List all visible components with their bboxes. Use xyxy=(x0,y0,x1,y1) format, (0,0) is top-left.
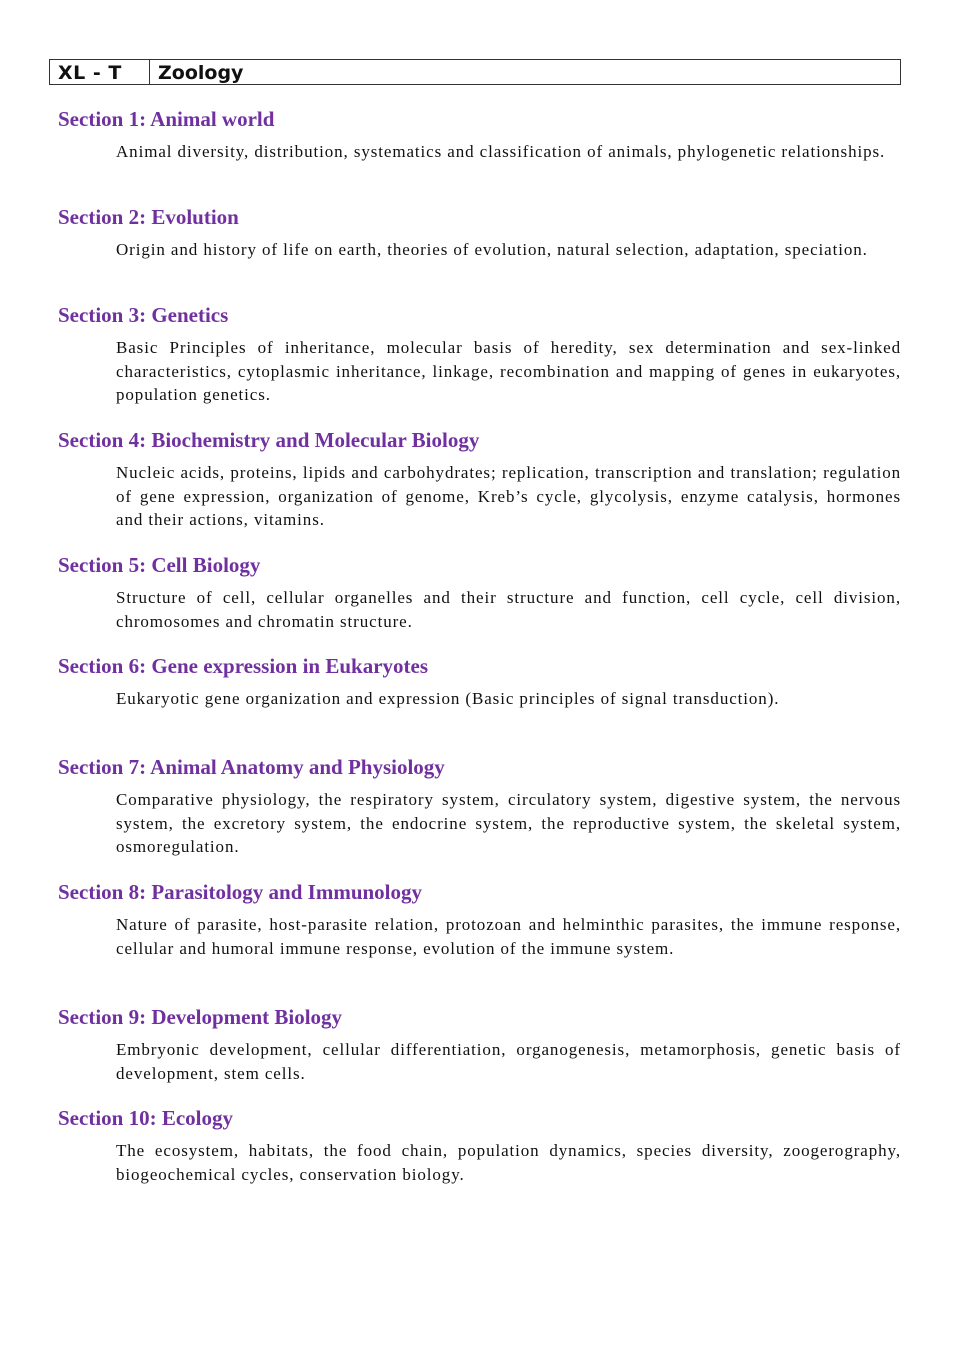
section-title: Section 6: Gene expression in Eukaryotes xyxy=(58,654,429,678)
section-body: Nucleic acids, proteins, lipids and carbohydrates; replication, transcription and translation; regulation of gene expression, organization of genome, Kreb’s cycle, glycolysis, enzyme catalysis, hormones and their actions, vitamins. xyxy=(116,463,901,529)
section-title: Section 1: Animal world xyxy=(58,107,275,131)
section-body: Origin and history of life on earth, theories of evolution, natural selection, adaptation, speciation. xyxy=(116,240,868,259)
section-title: Section 10: Ecology xyxy=(58,1106,233,1130)
paper-header-table xyxy=(49,59,901,85)
section-body: Animal diversity, distribution, systematics and classification of animals, phylogenetic relationships. xyxy=(116,142,886,161)
section-body: Eukaryotic gene organization and expression (Basic principles of signal transduction). xyxy=(116,689,780,708)
section-title: Section 7: Animal Anatomy and Physiology xyxy=(58,755,445,779)
section-body: Comparative physiology, the respiratory system, circulatory system, digestive system, the nervous system, the excretory system, the endocrine system, the reproductive system, the skeletal system, osmoregulation. xyxy=(116,790,901,856)
section-body: Nature of parasite, host-parasite relation, protozoan and helminthic parasites, the immune response, cellular and humoral immune response, evolution of the immune system. xyxy=(116,915,901,958)
section-title: Section 2: Evolution xyxy=(58,205,239,229)
section-title: Section 8: Parasitology and Immunology xyxy=(58,880,423,904)
section-body: The ecosystem, habitats, the food chain, population dynamics, species diversity, zoogerography, biogeochemical cycles, conservation biology. xyxy=(116,1141,901,1184)
paper-code: XL - T xyxy=(50,60,150,84)
section-body: Basic Principles of inheritance, molecular basis of heredity, sex determination and sex-linked characteristics, cytoplasmic inheritance, linkage, recombination and mapping of genes in eukaryotes, population genetics. xyxy=(116,338,901,404)
section-title: Section 3: Genetics xyxy=(58,303,229,327)
section-body: Structure of cell, cellular organelles and their structure and function, cell cycle, cell division, chromosomes and chromatin structure. xyxy=(116,588,901,631)
section-title: Section 5: Cell Biology xyxy=(58,553,261,577)
paper-subject: Zoology xyxy=(158,62,244,84)
section-title: Section 9: Development Biology xyxy=(58,1005,343,1029)
section-title: Section 4: Biochemistry and Molecular Biology xyxy=(58,428,480,452)
section-body: Embryonic development, cellular differentiation, organogenesis, metamorphosis, genetic basis of development, stem cells. xyxy=(116,1040,901,1083)
